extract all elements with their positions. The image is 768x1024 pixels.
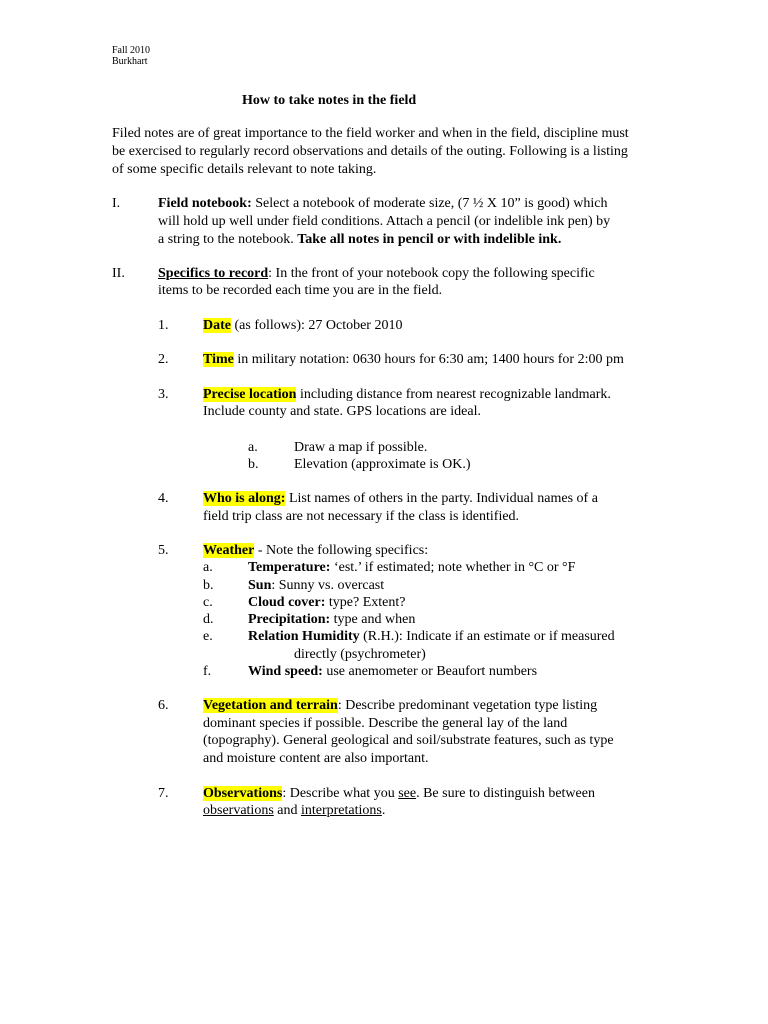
sub-text: type? Extent?	[325, 595, 406, 610]
highlight-label: Precise location	[203, 387, 297, 402]
item-text: including distance from nearest recognizable landmark.	[296, 387, 611, 402]
item-text: : Describe predominant vegetation type listing	[337, 698, 598, 713]
item-date	[203, 317, 402, 335]
item-text-line	[203, 802, 385, 820]
sub-text: Draw a map if possible.	[294, 440, 428, 455]
item-weather	[203, 542, 428, 560]
section-text: Select a notebook of moderate size, (7 ½ X 10” is good) which	[251, 196, 608, 211]
section-text: : In the front of your notebook copy the following specific	[268, 266, 595, 281]
section-heading: Specifics to record	[158, 266, 269, 281]
intro-line: of some specific details relevant to note taking.	[112, 162, 377, 177]
item-number: 7.	[158, 786, 169, 801]
item-text: : Describe what you	[282, 786, 399, 801]
sub-label: Temperature:	[248, 560, 331, 575]
item-text: in military notation: 0630 hours for 6:30 am; 1400 hours for 2:00 pm	[233, 352, 624, 367]
header-term: Fall 2010	[112, 45, 151, 56]
item-vegetation	[203, 697, 597, 715]
item-number: 4.	[158, 491, 169, 506]
sub-letter: a.	[203, 560, 213, 575]
item-number: 3.	[158, 387, 169, 402]
highlight-label: Date	[203, 318, 231, 333]
highlight-label: Who is along:	[203, 491, 286, 506]
weather-temperature	[248, 559, 575, 577]
intro-line: Filed notes are of great importance to the field worker and when in the field, discipline must	[112, 126, 629, 141]
sub-letter: a.	[248, 440, 258, 455]
sub-label: Sun	[248, 578, 272, 593]
section-text: a string to the notebook.	[158, 232, 298, 247]
section-text: will hold up well under field conditions. Attach a pencil (or indelible ink pen) by	[158, 214, 611, 229]
sub-label: Relation Humidity	[248, 629, 360, 644]
item-location	[203, 386, 611, 404]
underlined-word: interpretations	[300, 803, 382, 818]
item-text: . Be sure to distinguish between	[416, 786, 595, 801]
highlight-label: Vegetation and terrain	[203, 698, 338, 713]
sub-text: (R.H.): Indicate if an estimate or if measured	[359, 629, 615, 644]
highlight-label: Observations	[203, 786, 283, 801]
item-text: Include county and state. GPS locations are ideal.	[203, 404, 481, 419]
item-number: 6.	[158, 698, 169, 713]
highlight-label: Weather	[203, 543, 255, 558]
item-number: 5.	[158, 543, 169, 558]
sub-text: : Sunny vs. overcast	[271, 578, 385, 593]
item-text: (as follows): 27 October 2010	[231, 318, 403, 333]
item-text: and moisture content are also important.	[203, 751, 429, 766]
item-number: 1.	[158, 318, 169, 333]
weather-precipitation	[248, 611, 415, 629]
item-text: List names of others in the party. Individual names of a	[285, 491, 598, 506]
sub-text: directly (psychrometer)	[294, 647, 426, 662]
section-heading: Field notebook:	[158, 196, 252, 211]
item-time	[203, 351, 624, 369]
item-text: - Note the following specifics:	[254, 543, 429, 558]
weather-wind-speed	[248, 663, 537, 681]
item-number: 2.	[158, 352, 169, 367]
item-who	[203, 490, 598, 508]
sub-text: use anemometer or Beaufort numbers	[322, 664, 538, 679]
sub-text: ‘est.’ if estimated; note whether in °C or °F	[330, 560, 576, 575]
section-number: I.	[112, 196, 121, 211]
sub-label: Cloud cover:	[248, 595, 326, 610]
sub-letter: f.	[203, 664, 212, 679]
page-title: How to take notes in the field	[242, 93, 417, 108]
item-text: .	[381, 803, 386, 818]
sub-letter: b.	[248, 457, 259, 472]
item-text: and	[273, 803, 301, 818]
emphasis-text: Take all notes in pencil or with indelible ink.	[297, 232, 562, 247]
weather-humidity	[248, 628, 615, 646]
sub-label: Precipitation:	[248, 612, 331, 627]
section-number: II.	[112, 266, 125, 281]
underlined-word: observations	[203, 803, 274, 818]
sub-letter: b.	[203, 578, 214, 593]
highlight-label: Time	[203, 352, 234, 367]
sub-text: type and when	[330, 612, 416, 627]
sub-letter: c.	[203, 595, 213, 610]
item-observations	[203, 785, 595, 803]
item-text: dominant species if possible. Describe the general lay of the land	[203, 716, 568, 731]
sub-text: Elevation (approximate is OK.)	[294, 457, 471, 472]
weather-cloud-cover	[248, 594, 405, 612]
underlined-word: see	[398, 786, 417, 801]
item-text: field trip class are not necessary if the class is identified.	[203, 509, 520, 524]
intro-line: be exercised to regularly record observations and details of the outing. Following is a listing	[112, 144, 628, 159]
item-text: (topography). General geological and soil/substrate features, such as type	[203, 733, 614, 748]
section-text-line	[158, 231, 561, 249]
weather-sun	[248, 577, 384, 595]
section-field-notebook	[158, 195, 607, 213]
sub-label: Wind speed:	[248, 664, 323, 679]
header-author: Burkhart	[112, 56, 148, 67]
section-specifics	[158, 265, 595, 283]
section-text: items to be recorded each time you are in the field.	[158, 283, 443, 298]
sub-letter: d.	[203, 612, 214, 627]
sub-letter: e.	[203, 629, 213, 644]
